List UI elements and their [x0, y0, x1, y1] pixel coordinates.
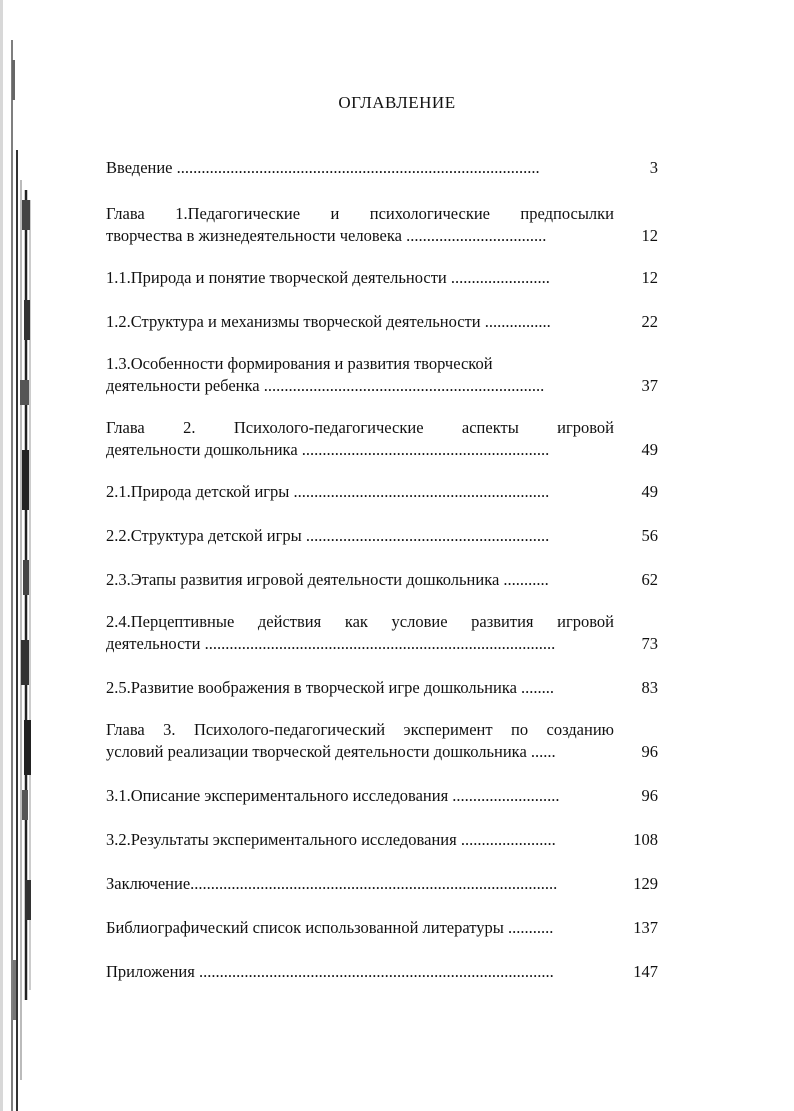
toc-entry[interactable]	[106, 569, 658, 591]
toc-entry-text: 2.5.Развитие воображения в творческой игре дошкольника ........	[106, 678, 555, 697]
table-of-contents	[106, 157, 658, 983]
page-title: ОГЛАВЛЕНИЕ	[338, 93, 456, 112]
toc-entry[interactable]	[106, 719, 658, 763]
toc-entry-text	[106, 203, 614, 247]
toc-entry-text: Приложения ......................................................................................	[106, 962, 554, 981]
toc-entry-text	[106, 719, 614, 763]
toc-page-number: 83	[641, 678, 658, 697]
toc-entry[interactable]	[106, 203, 658, 247]
toc-entry[interactable]	[106, 611, 658, 655]
toc-entry-text: 1.1.Природа и понятие творческой деятельности ........................	[106, 268, 550, 287]
toc-entry-text: 3.2.Результаты экспериментального исследования .......................	[106, 830, 556, 849]
toc-entry-line2: деятельности дошкольника ............................................................	[106, 440, 550, 459]
toc-entry[interactable]	[106, 157, 658, 179]
toc-entry[interactable]	[106, 829, 658, 851]
toc-entry-text	[106, 417, 614, 461]
toc-entry[interactable]	[106, 353, 658, 397]
toc-entry-text	[106, 353, 614, 397]
toc-entry-line2: деятельности .....................................................................................	[106, 634, 556, 653]
toc-entry-text: Введение ........................................................................................	[106, 158, 540, 177]
toc-entry-text: 2.2.Структура детской игры ...........................................................	[106, 526, 550, 545]
toc-entry-text: 3.1.Описание экспериментального исследования ..........................	[106, 786, 560, 805]
toc-entry[interactable]	[106, 417, 658, 461]
toc-page-number: 3	[649, 158, 658, 177]
toc-entry[interactable]	[106, 525, 658, 547]
toc-entry-line2: условий реализации творческой деятельности дошкольника ......	[106, 742, 556, 761]
toc-page-number: 12	[641, 268, 658, 287]
toc-page-number: 22	[641, 312, 658, 331]
toc-page-number: 73	[641, 634, 658, 653]
toc-page-number: 129	[633, 874, 658, 893]
toc-page-number: 49	[641, 440, 658, 459]
toc-entry-text: Библиографический список использованной литературы ...........	[106, 918, 554, 937]
toc-entry-line1: 1.3.Особенности формирования и развития творческой	[106, 354, 493, 373]
toc-entry[interactable]	[106, 481, 658, 503]
toc-entry[interactable]	[106, 677, 658, 699]
toc-entry[interactable]	[106, 267, 658, 289]
toc-entry-text	[106, 611, 614, 655]
toc-entry-text: 1.2.Структура и механизмы творческой деятельности ................	[106, 312, 551, 331]
toc-page-number: 96	[641, 786, 658, 805]
scan-edge-artifact	[0, 0, 42, 1111]
toc-entry-line1: 2.4.Перцептивные действия как условие развития игровой	[106, 612, 614, 631]
toc-entry[interactable]	[106, 311, 658, 333]
toc-page-number: 12	[641, 226, 658, 245]
toc-page-number: 56	[641, 526, 658, 545]
toc-page-number: 49	[641, 482, 658, 501]
toc-page-number: 96	[641, 742, 658, 761]
toc-page-number: 147	[633, 962, 658, 981]
toc-entry-line1: Глава 1.Педагогические и психологические предпосылки	[106, 204, 614, 223]
toc-entry[interactable]	[106, 873, 658, 895]
toc-entry-text: 2.1.Природа детской игры ..............................................................	[106, 482, 550, 501]
toc-entry-line1: Глава 3. Психолого-педагогический эксперимент по созданию	[106, 720, 614, 739]
toc-entry-text: Заключение.........................................................................................	[106, 874, 558, 893]
toc-entry-line2: деятельности ребенка ....................................................................	[106, 376, 545, 395]
toc-entry-line1: Глава 2. Психолого-педагогические аспекты игровой	[106, 418, 614, 437]
toc-page-number: 37	[641, 376, 658, 395]
toc-entry[interactable]	[106, 961, 658, 983]
toc-entry-line2: творчества в жизнедеятельности человека ..................................	[106, 226, 547, 245]
toc-page-number: 62	[641, 570, 658, 589]
toc-entry[interactable]	[106, 917, 658, 939]
toc-page-number: 108	[633, 830, 658, 849]
toc-entry-text: 2.3.Этапы развития игровой деятельности дошкольника ...........	[106, 570, 549, 589]
toc-page-number: 137	[633, 918, 658, 937]
toc-entry[interactable]	[106, 785, 658, 807]
